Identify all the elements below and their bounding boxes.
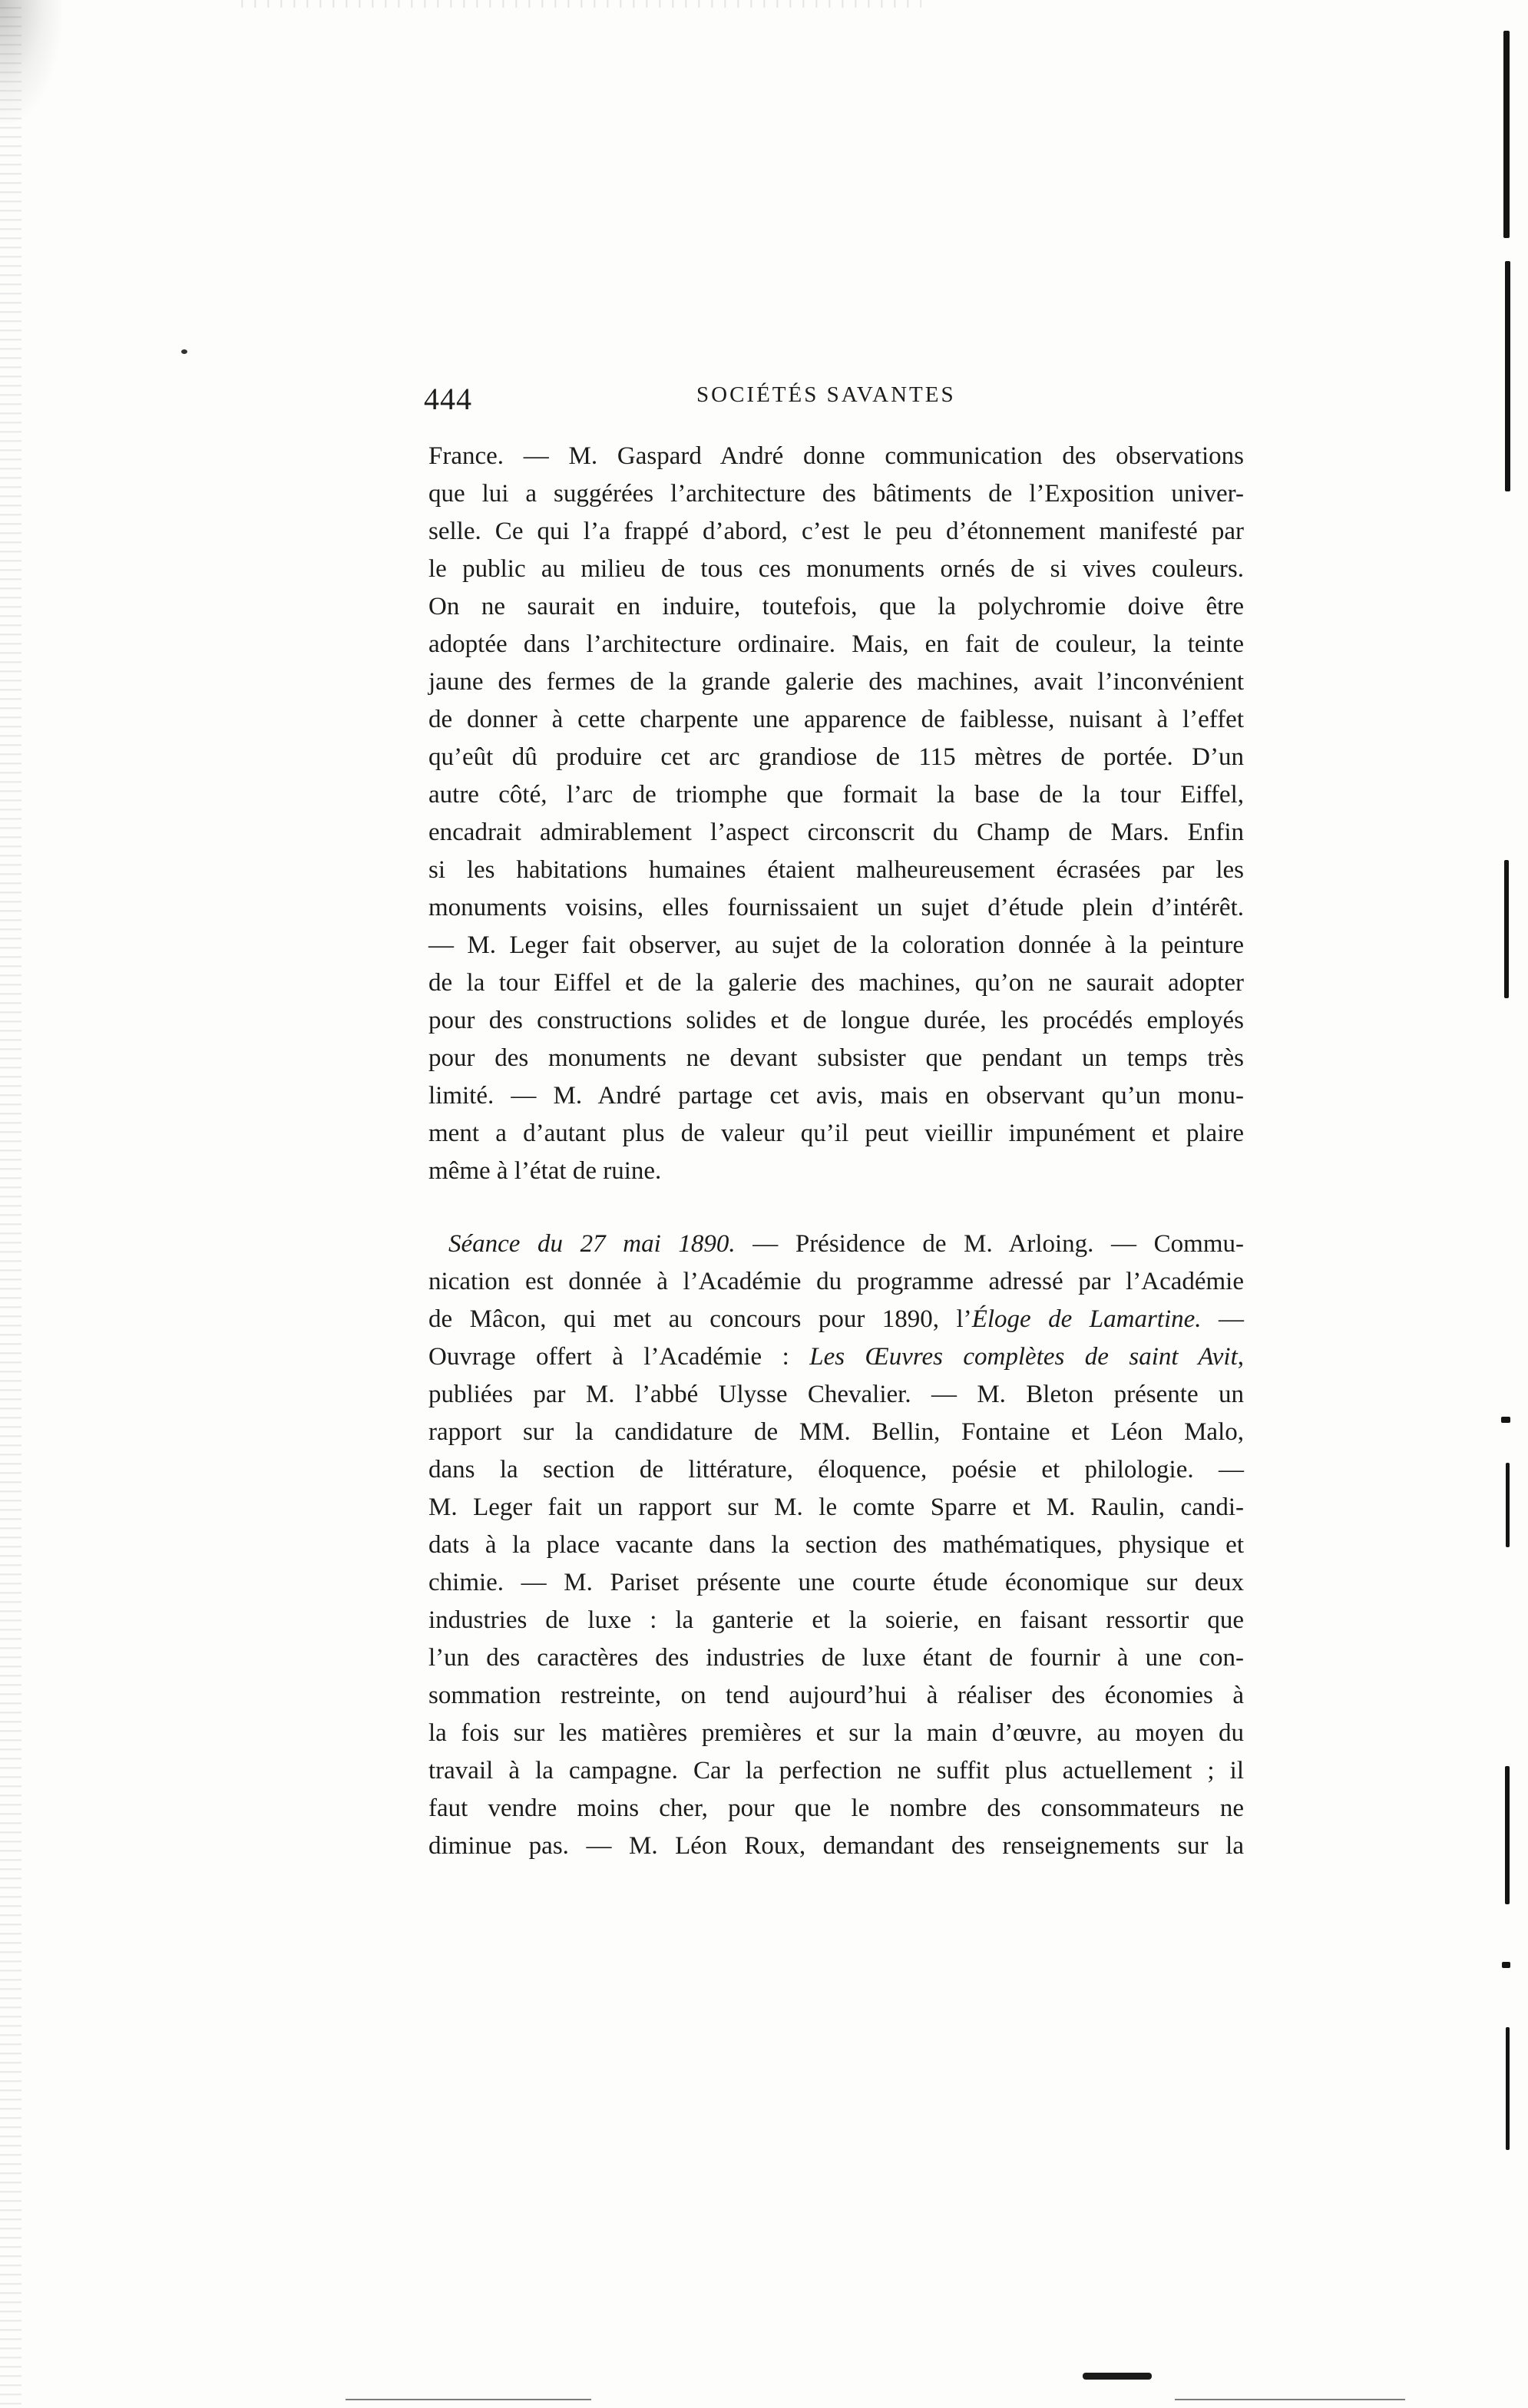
text-line [428,1301,1244,1338]
text-line: encadrait admirablement l’aspect circonscrit du Champ de Mars. Enfin [428,819,1244,846]
text-line: même à l’état de ruine. [428,1157,662,1185]
text-line: si les habitations humaines étaient malheureusement écrasées par les [428,856,1244,884]
text-line: le public au milieu de tous ces monuments ornés de si vives couleurs. [428,555,1244,583]
scan-bottom-line [1175,2399,1405,2400]
binding-mark [1506,2027,1510,2150]
page-header [424,375,1253,421]
scan-bottom-line [346,2399,591,2400]
page-number: 444 [424,382,472,416]
binding-mark [1505,261,1510,491]
text-line: ment a d’autant plus de valeur qu’il peut vieillir impunément et plaire [428,1120,1244,1147]
text-line: que lui a suggérées l’architecture des bâtiments de l’Exposition univer- [428,480,1244,508]
text-line: faut vendre moins cher, pour que le nombre des consommateurs ne [428,1794,1244,1822]
scan-top-edge [230,0,921,8]
text-line: dans la section de littérature, éloquence, poésie et philologie. — [428,1456,1244,1484]
text-line: rapport sur la candidature de MM. Bellin, Fontaine et Léon Malo, [428,1418,1244,1446]
text-run: Ouvrage offert à l’Académie : [428,1343,810,1371]
text-line [428,1338,1244,1376]
paragraph-1 [428,438,1244,1190]
binding-mark [1502,1962,1510,1968]
text-line: dats à la place vacante dans la section des mathématiques, physique et [428,1531,1244,1559]
text-run: , [1237,1343,1244,1371]
scan-left-edge [0,0,21,2408]
text-line: de la tour Eiffel et de la galerie des machines, qu’on ne saurait adopter [428,969,1244,997]
work-title: Éloge de Lamartine. [971,1305,1202,1333]
text-line: M. Leger fait un rapport sur M. le comte Sparre et M. Raulin, candi- [428,1493,1244,1521]
ink-speck [181,349,187,354]
text-line: adoptée dans l’architecture ordinaire. Mais, en fait de couleur, la teinte [428,630,1244,658]
text-line: jaune des fermes de la grande galerie des machines, avait l’inconvénient [428,668,1244,696]
text-run: — [1201,1305,1245,1333]
text-line: publiées par M. l’abbé Ulysse Chevalier. — M. Bleton présente un [428,1381,1244,1408]
text-line: nication est donnée à l’Académie du programme adressé par l’Académie [428,1268,1244,1295]
text-line: diminue pas. — M. Léon Roux, demandant des renseignements sur la [428,1832,1244,1860]
running-head: SOCIÉTÉS SAVANTES [696,382,956,407]
binding-mark [1503,31,1510,238]
text-line: qu’eût dû produire cet arc grandiose de 115 mètres de portée. D’un [428,743,1244,771]
session-date: Séance du 27 mai 1890. [448,1230,736,1258]
binding-mark [1504,860,1509,998]
text-line: chimie. — M. Pariset présente une courte étude économique sur deux [428,1569,1244,1596]
text-line: travail à la campagne. Car la perfection ne suffit plus actuellement ; il [428,1757,1244,1784]
text-line: selle. Ce qui l’a frappé d’abord, c’est le peu d’étonnement manifesté par [428,518,1244,545]
binding-mark [1501,1417,1510,1423]
paragraph-2 [428,1226,1244,1865]
text-line: monuments voisins, elles fournissaient un sujet d’étude plein d’intérêt. [428,894,1244,921]
text-line: autre côté, l’arc de triomphe que formait la base de la tour Eiffel, [428,781,1244,809]
text-run: de Mâcon, qui met au concours pour 1890, l’ [428,1305,972,1333]
text-line: On ne saurait en induire, toutefois, que la polychromie doive être [428,593,1244,620]
text-run: — Présidence de M. Arloing. — Commu- [735,1230,1244,1258]
scan-corner-shadow [0,0,61,123]
binding-mark [1505,1766,1510,1904]
text-line: industries de luxe : la ganterie et la soierie, en faisant ressortir que [428,1606,1244,1634]
binding-mark [1506,1463,1510,1547]
text-line: de donner à cette charpente une apparence de faiblesse, nuisant à l’effet [428,706,1244,733]
scan-bottom-mark [1083,2373,1152,2380]
text-line: pour des constructions solides et de longue durée, les procédés employés [428,1007,1244,1034]
paragraph-gap [428,1190,1244,1226]
text-line: pour des monuments ne devant subsister que pendant un temps très [428,1044,1244,1072]
text-line: sommation restreinte, on tend aujourd’hui à réaliser des économies à [428,1682,1244,1709]
text-line [428,1226,1244,1263]
text-line: limité. — M. André partage cet avis, mais en observant qu’un monu- [428,1082,1244,1110]
text-line: — M. Leger fait observer, au sujet de la coloration donnée à la peinture [428,931,1244,959]
text-line: France. — M. Gaspard André donne communication des observations [428,442,1244,470]
body-text [428,438,1244,1865]
text-line: l’un des caractères des industries de luxe étant de fournir à une con- [428,1644,1244,1672]
work-title: Les Œuvres complètes de saint Avit [809,1343,1238,1371]
text-line: la fois sur les matières premières et sur la main d’œuvre, au moyen du [428,1719,1244,1747]
